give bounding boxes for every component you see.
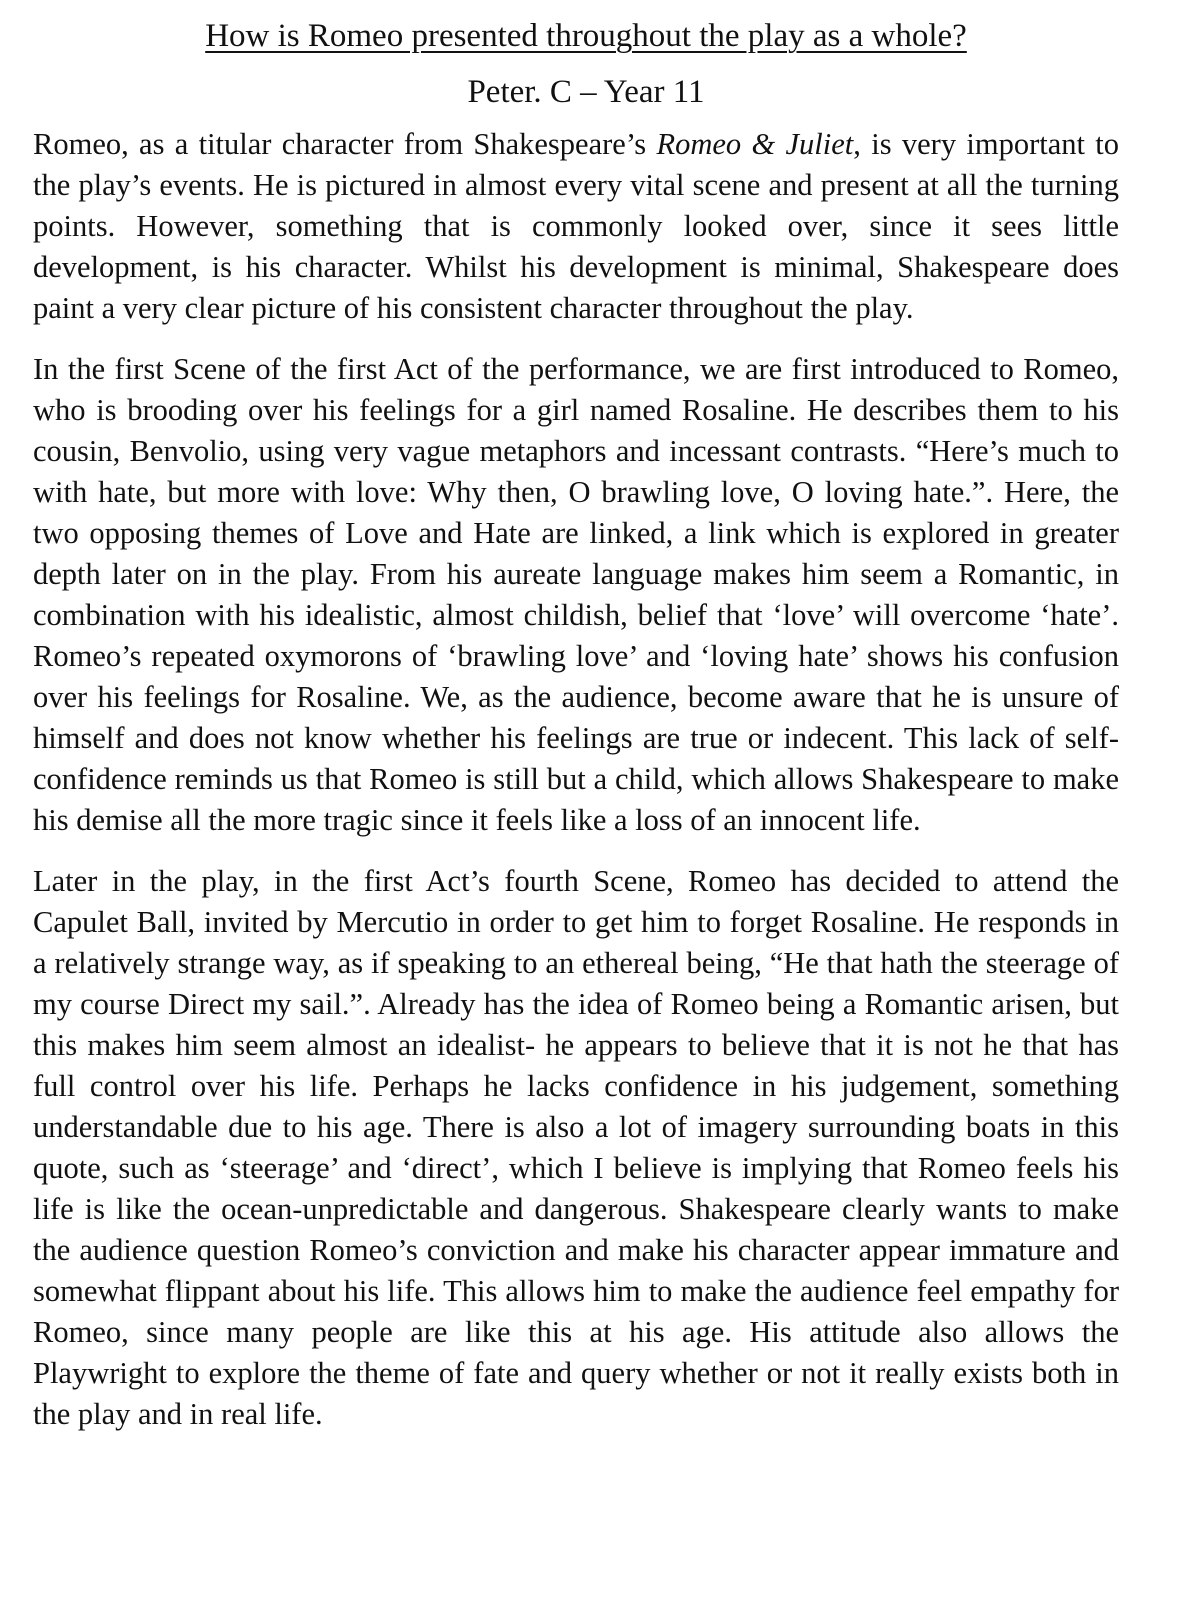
paragraph-act1-scene4: Later in the play, in the first Act’s fourth Scene, Romeo has decided to attend the Capulet Ball, invited by Mercutio in order to get him to forget Rosaline. He responds in a relatively strange way, as if speaking to an ethereal being, “He that hath the steerage of my course Direct my sail.”. Already has the idea of Romeo being a Romantic arisen, but this makes him seem almost an idealist- he appears to believe that it is not he that has full control over his life. Perhaps he lacks confidence in his judgement, something understandable due to his age. There is also a lot of imagery surrounding boats in this quote, such as ‘steerage’ and ‘direct’, which I believe is implying that Romeo feels his life is like the ocean-unpredictable and dangerous. Shakespeare clearly wants to make the audience question Romeo’s conviction and make his character appear immature and somewhat flippant about his life. This allows him to make the audience feel empathy for Romeo, since many people are like this at his age. His attitude also allows the Playwright to explore the theme of fate and query whether or not it really exists both in the play and in real life. xyxy=(33,864,1119,1431)
paragraph-intro-text-start: Romeo, as a titular character from Shakespeare’s xyxy=(33,127,657,161)
author-line: Peter. C – Year 11 xyxy=(467,74,705,110)
paragraph-intro-text-end: , is very important to the play’s events. He is pictured in almost every vital scene and present at all the turning points. However, something that is commonly looked over, since it sees little development, is his character. Whilst his development is minimal, Shakespeare does paint a very clear picture of his consistent character throughout the play. xyxy=(33,127,1120,325)
paragraph-intro xyxy=(33,124,1119,329)
essay-title: How is Romeo presented throughout the play as a whole? xyxy=(205,18,967,54)
play-title-italic: Romeo & Juliet xyxy=(656,127,854,161)
paragraph-act1-scene1: In the first Scene of the first Act of the performance, we are first introduced to Romeo, who is brooding over his feelings for a girl named Rosaline. He describes them to his cousin, Benvolio, using very vague metaphors and incessant contrasts. “Here’s much to with hate, but more with love: Why then, O brawling love, O loving hate.”. Here, the two opposing themes of Love and Hate are linked, a link which is explored in greater depth later on in the play. From his aureate language makes him seem a Romantic, in combination with his idealistic, almost childish, belief that ‘love’ will overcome ‘hate’. Romeo’s repeated oxymorons of ‘brawling love’ and ‘loving hate’ shows his confusion over his feelings for Rosaline. We, as the audience, become aware that he is unsure of himself and does not know whether his feelings are true or indecent. This lack of self-confidence reminds us that Romeo is still but a child, which allows Shakespeare to make his demise all the more tragic since it feels like a loss of an innocent life. xyxy=(33,352,1119,837)
